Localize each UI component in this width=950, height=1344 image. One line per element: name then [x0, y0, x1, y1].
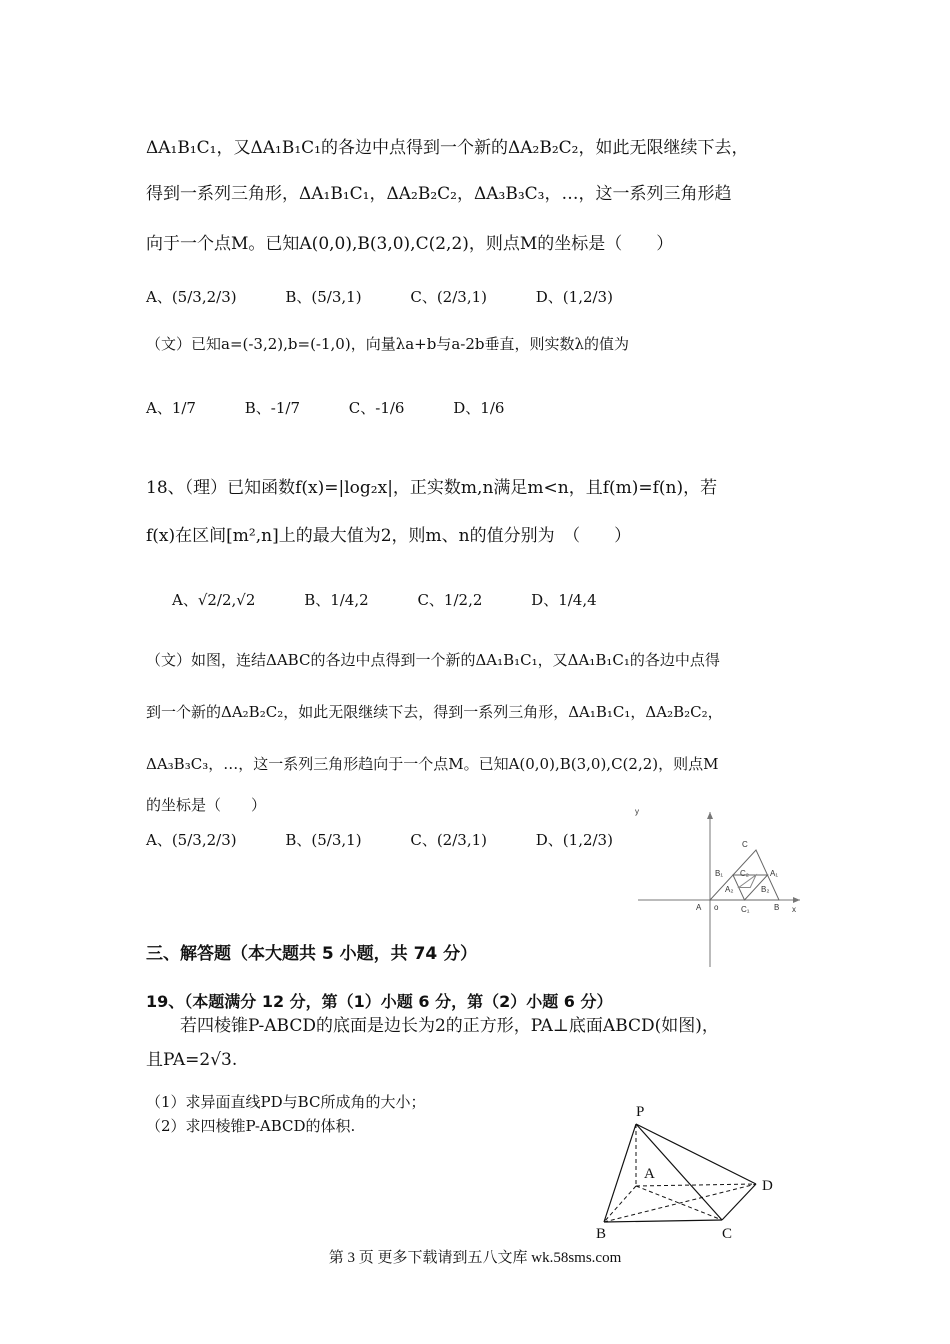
q18-li-options — [172, 588, 641, 612]
q17-wen-option-d: D、1/6 — [453, 399, 505, 417]
q17-li-option-b: B、(5/3,1) — [285, 288, 362, 306]
pyramid-figure — [590, 1098, 790, 1248]
q17-li-line1: ΔA₁B₁C₁，又ΔA₁B₁C₁的各边中点得到一个新的ΔA₂B₂C₂，如此无限继续下去， — [146, 138, 749, 158]
y-axis-arrow — [707, 812, 713, 819]
q19-header: 19、（本题满分 12 分，第（1）小题 6 分，第（2）小题 6 分） — [146, 992, 613, 1011]
q18-li-line2: f(x)在区间[m²,n]上的最大值为2，则m、n的值分别为 （ ） — [146, 526, 632, 546]
fig-label-a2: A₂ — [725, 885, 734, 894]
fig-label-o: o — [714, 903, 719, 912]
q18-wen-options — [146, 828, 657, 852]
q18-li-option-d: D、1/4,4 — [531, 591, 597, 609]
fig-label-b1: B₁ — [715, 869, 724, 878]
q17-wen-option-a: A、1/7 — [146, 399, 196, 417]
diag-bd — [604, 1184, 756, 1222]
q18-wen-line1: （文）如图，连结ΔABC的各边中点得到一个新的ΔA₁B₁C₁，又ΔA₁B₁C₁的各边中点得 — [146, 651, 720, 669]
q18-wen-option-d: D、(1,2/3) — [535, 831, 613, 849]
fig-label-c2: C₂ — [740, 869, 749, 878]
pyr-label-d: D — [762, 1178, 773, 1194]
fig-label-x: x — [792, 905, 796, 914]
fig-label-y: y — [635, 807, 639, 816]
q19-part1: （1）求异面直线PD与BC所成角的大小； — [146, 1093, 426, 1111]
edge-cd — [722, 1184, 756, 1220]
q17-wen-option-c: C、-1/6 — [348, 399, 405, 417]
q18-wen-option-c: C、(2/3,1) — [410, 831, 487, 849]
q18-li-line1: 18、（理）已知函数f(x)=|log₂x|，正实数m,n满足m<n，且f(m)=f(n)，若 — [146, 478, 718, 498]
section-3-title: 三、解答题（本大题共 5 小题，共 74 分） — [146, 944, 478, 964]
q19-stem-line2: 且PA=2√3. — [146, 1050, 238, 1070]
q17-li-line2: 得到一系列三角形，ΔA₁B₁C₁，ΔA₂B₂C₂，ΔA₃B₃C₃，…，这一系列三角形趋 — [146, 184, 732, 204]
q18-wen-option-b: B、(5/3,1) — [285, 831, 362, 849]
q17-li-options — [146, 285, 657, 309]
pyr-label-b: B — [596, 1226, 607, 1242]
edge-ab — [604, 1186, 636, 1222]
q18-li-option-a: A、√2/2,√2 — [172, 591, 256, 609]
fig-label-b: B — [774, 903, 780, 912]
q17-li-option-a: A、(5/3,2/3) — [146, 288, 237, 306]
q19-stem-line1: 若四棱锥P-ABCD的底面是边长为2的正方形，PA⊥底面ABCD(如图)， — [180, 1016, 719, 1036]
pyr-label-c: C — [722, 1226, 733, 1242]
q18-wen-line2: 到一个新的ΔA₂B₂C₂，如此无限继续下去，得到一系列三角形，ΔA₁B₁C₁，ΔA₂B₂C₂， — [146, 703, 723, 721]
edge-pb — [604, 1124, 636, 1222]
q19-part2: （2）求四棱锥P-ABCD的体积. — [146, 1117, 356, 1135]
q17-li-option-c: C、(2/3,1) — [410, 288, 487, 306]
q17-li-option-d: D、(1,2/3) — [535, 288, 613, 306]
fig-label-a1: A₁ — [770, 869, 779, 878]
edge-ad — [636, 1184, 756, 1186]
triangle-figure — [630, 802, 820, 972]
q18-wen-option-a: A、(5/3,2/3) — [146, 831, 237, 849]
fig-label-c1: C₁ — [741, 905, 750, 914]
x-axis-arrow — [793, 897, 800, 903]
q18-li-option-b: B、1/4,2 — [304, 591, 369, 609]
pyr-label-p: P — [636, 1104, 645, 1120]
pyr-label-a: A — [644, 1166, 655, 1182]
q18-wen-line3: ΔA₃B₃C₃，…，这一系列三角形趋向于一个点M。已知A(0,0),B(3,0),C(2,2)，则点M — [146, 755, 719, 773]
q18-wen-line4: 的坐标是（ ） — [146, 796, 267, 814]
q17-li-line3: 向于一个点M。已知A(0,0),B(3,0),C(2,2)，则点M的坐标是（ ） — [146, 234, 674, 254]
q17-wen-option-b: B、-1/7 — [244, 399, 300, 417]
q18-li-option-c: C、1/2,2 — [417, 591, 483, 609]
q17-wen-stem: （文）已知a=(-3,2),b=(-1,0)，向量λa+b与a-2b垂直，则实数λ的值为 — [146, 335, 629, 353]
edge-bc — [604, 1220, 722, 1222]
page-footer: 第 3 页 更多下载请到五八文库 wk.58sms.com — [328, 1250, 622, 1266]
fig-label-c: C — [742, 840, 748, 849]
fig-label-b2: B₂ — [761, 885, 770, 894]
q17-wen-options — [146, 396, 548, 420]
fig-label-a: A — [696, 903, 702, 912]
